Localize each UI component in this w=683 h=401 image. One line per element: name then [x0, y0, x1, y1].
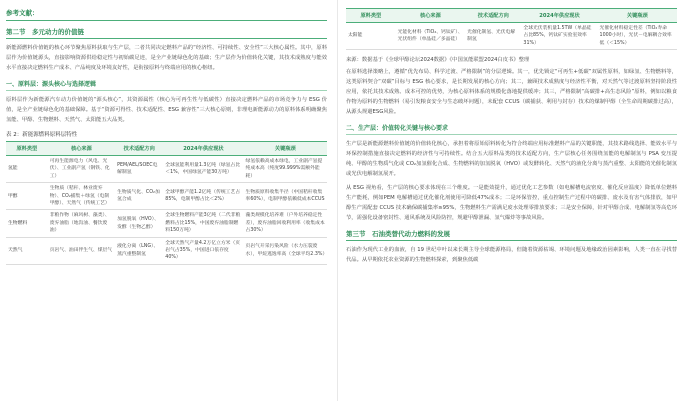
table-cell: 天然气	[6, 237, 48, 264]
paragraph-value-chain: 新能源燃料价值链的核心环节聚焦原料获取与生产层，二者共同决定燃料产品的“经济性、可持续性、安全性”三大核心属性。其中，原料层作为价值链源头，直接影响资源供给稳定性与初始碳足迹，是全产业链绿色化的基础；生产层作为价值转化关键，其技术成熟度与能效水平直接决定燃料生产成本、产品纯度及环境友好性，是衔接原料与终端应用的核心枢纽。	[6, 45, 327, 71]
table-cell: PEM/AEL/SOEC电解制氢	[115, 156, 163, 183]
table-cell: 甲醇	[6, 183, 48, 210]
table-cell: 非粮作物（麻风树、藻类）、废弃油脂（地沟油、餐饮废油）	[48, 210, 115, 237]
table-cell: 光能化材料（TiO₂、钙钛矿）、光伏组件（单晶硅／多晶硅）	[396, 23, 466, 50]
table-cell: 页岩气、油田伴生气、煤层气	[48, 237, 115, 264]
table-row	[6, 237, 327, 264]
header-cell: 核心来源	[48, 142, 115, 156]
table-cell: 全球生物燃料产能3亿吨（二代非粮燃料占比15%，中国废弃油脂制燃料150万吨）	[163, 210, 243, 237]
left-column	[0, 0, 333, 265]
table-cell: 光催化材料稳定性差（TiO₂寿命1000小时），光伏－电解耦合效率低（＜15%）	[598, 23, 677, 50]
table-cell: 加氢脱氧（HVO）、发酵（生物乙醇）	[115, 210, 163, 237]
table-cell: 太阳能	[346, 23, 396, 50]
header-cell: 原料类型	[6, 142, 48, 156]
section-2-title: 第二节 多元动力的价值链	[6, 27, 327, 39]
table-cell: 氢能	[6, 156, 48, 183]
raw-material-table-continued	[346, 8, 677, 50]
subsection-production-title: 二、生产层：价值转化关键与核心要求	[346, 123, 677, 135]
table-cell: 生物质（秸秆、林业废弃物）、CO₂捕集＋绿氢（电制甲醇）、天然气（传统工艺）	[48, 183, 115, 210]
table-cell: 生物质气化、CO₂加氢合成	[115, 183, 163, 210]
paragraph-esg: 从 ESG 视角看，生产层的核心要求体现在三个维度。一是能效提升，通过优化工艺参数（如电解槽电流密度、催化反应温度）降低单位燃料生产能耗，例如PEM 电解槽通过优化催化剂使用可降低47%成本；二是环保管控，重点控制生产过程中的碳排、废水及有害气体排放，如甲醇生产需配套 CCUS 技术确保碳捕集率≥95%，生物燃料生产需满足废水处理零排放要求；三是安全保障，针对甲醇合成、电解制氢等高危环节，需强化设备密封性、通风系统及风险防控，规避甲醇泄漏、氢气爆炸等事故风险。	[346, 185, 677, 222]
header-cell: 原料类型	[346, 9, 396, 23]
table-cell: 页岩气开采污染风险（水力压裂废水），甲烷逃逸率高（全球平均2.3%）	[244, 237, 327, 264]
table-cell: 藻类规模化培养难（户外培养稳定性差），废弃油脂回收利用率（收集成本占30%）	[244, 210, 327, 237]
header-cell: 技术适配方向	[115, 142, 163, 156]
header-cell: 技术适配方向	[465, 9, 521, 23]
table-cell: 可再生能源电力（风电、光伏）、工业副产氢（钢铁、化工）	[48, 156, 115, 183]
table-cell: 生物质原料收集半径（中国秸秆收集率60%），电制甲醇依赖低成本CCUS	[244, 183, 327, 210]
header-cell: 2024年供应现状	[521, 9, 597, 23]
paragraph-petroleum: 石油作为现代工业的血液，自 19 世纪中叶以来长期主导全球能源格局，但随着资源枯竭、环境问题及地缘政治因素影响，人类一直在寻找替代品。从早期依托农业资源的生物燃料探索，到聚焦低碳	[346, 247, 677, 264]
table-row	[6, 156, 327, 183]
paragraph-production: 生产层是新能源燃料价值链的价值转化核心，承担着将原始原料转化为符合终端应用标准燃料产品的关键职能，其技术路线选择、能效水平与环保控制措施直接决定燃料的经济性与可持续性。结合五大原料品类的技术适配方向，生产层核心任务围绕氢能的电解制氢与 PSA 变压提纯、甲醇的生物质气化或 CO₂加氢催化合成、生物燃料的加氢脱氧（HVO）或发酵转化、天然气的液化分离与蒸汽重整、太阳能的光催化制氢或光伏电解制氢展开。	[346, 141, 677, 178]
table-row	[346, 23, 677, 50]
paragraph-selection-strategy: 在原料选择策略上，遵循“优先布局、科学过渡、严格限制”的分层逻辑。其一，优先锁定“可再生+低碳”双属性原料，如绿氢、生物燃料等，这类原料契合“双碳”目标与 ESG 核心要求，是长期发展的核心方向；其二，兼顾技术成熟度与经济性平衡，对天然气等过渡原料坚持阶段性应用，依托其技术成熟、成本可控的优势，为核心原料体系的规模化落地提供缓冲；其三，严格限制“高碳排+高生态风险”原料，例如以粮食作物为原料的生物燃料（易引发粮食安全与生态破坏问题），未配套 CCUS（碳捕获、利用与封存）技术的煤制甲醇（全生命周期碳排过高），从源头规避ESG风险。	[346, 69, 677, 116]
table-header-row	[346, 9, 677, 23]
header-cell: 关键瓶颈	[244, 142, 327, 156]
references-label: 参考文献：	[6, 8, 327, 21]
table-cell: 全球氢能利用量1.3亿吨（绿氢占比＜1%，中国绿氢产能30万吨）	[163, 156, 243, 183]
table-header-row	[6, 142, 327, 156]
table-cell: 液化分离（LNG）、蒸汽重整制氢	[115, 237, 163, 264]
table-cell: 全球光伏装机量1.5TW（单晶硅占比85%，钙钛矿实验室效率31%）	[521, 23, 597, 50]
header-cell: 2024年供应现状	[163, 142, 243, 156]
table-row	[6, 183, 327, 210]
table-2-title: 表 2：新能源燃料原料层特性	[6, 132, 78, 138]
table-row	[6, 210, 327, 237]
source-note: 来源：数据基于《全球甲醇论坛2024数据》《中国氢能联盟2024白皮书》整理	[346, 57, 530, 64]
right-column	[340, 0, 683, 265]
subsection-raw-material-title: 一、原料层：源头核心与选择逻辑	[6, 79, 327, 91]
table-cell: 生物燃料	[6, 210, 48, 237]
table-cell: 全球天然气产量4.2万亿立方米（页岩气占35%，中国进口依存度40%）	[163, 237, 243, 264]
header-cell: 核心来源	[396, 9, 466, 23]
raw-material-table	[6, 141, 327, 265]
header-cell: 关键瓶颈	[598, 9, 677, 23]
table-cell: 绿氢依赖高成本绿电，工业副产氢提纯成本高（纯度99.999%需额外能耗）	[244, 156, 327, 183]
column-divider	[337, 0, 338, 401]
section-3-title: 第三节 石油类替代动力燃料的发展	[346, 229, 677, 241]
table-cell: 全球甲醇产能1.2亿吨（传统工艺占85%，电制甲醇占比＜2%）	[163, 183, 243, 210]
table-cell: 光催化制氢、光伏电解制氢	[465, 23, 521, 50]
paragraph-raw-material: 原料层作为新能源汽车动力价值链的“源头核心”，其资源属性（核心为可再生性与低碳性）直接决定燃料产品的市场竞争力与 ESG 价值，是全产业链绿色化的基础保障。基于“资源可得性、技术适配性、ESG 兼容性”三大核心原则，非理电新能源动力的原料体系明确聚焦氢能、甲醇、生物燃料、天然气、太阳能五大品类。	[6, 97, 327, 123]
